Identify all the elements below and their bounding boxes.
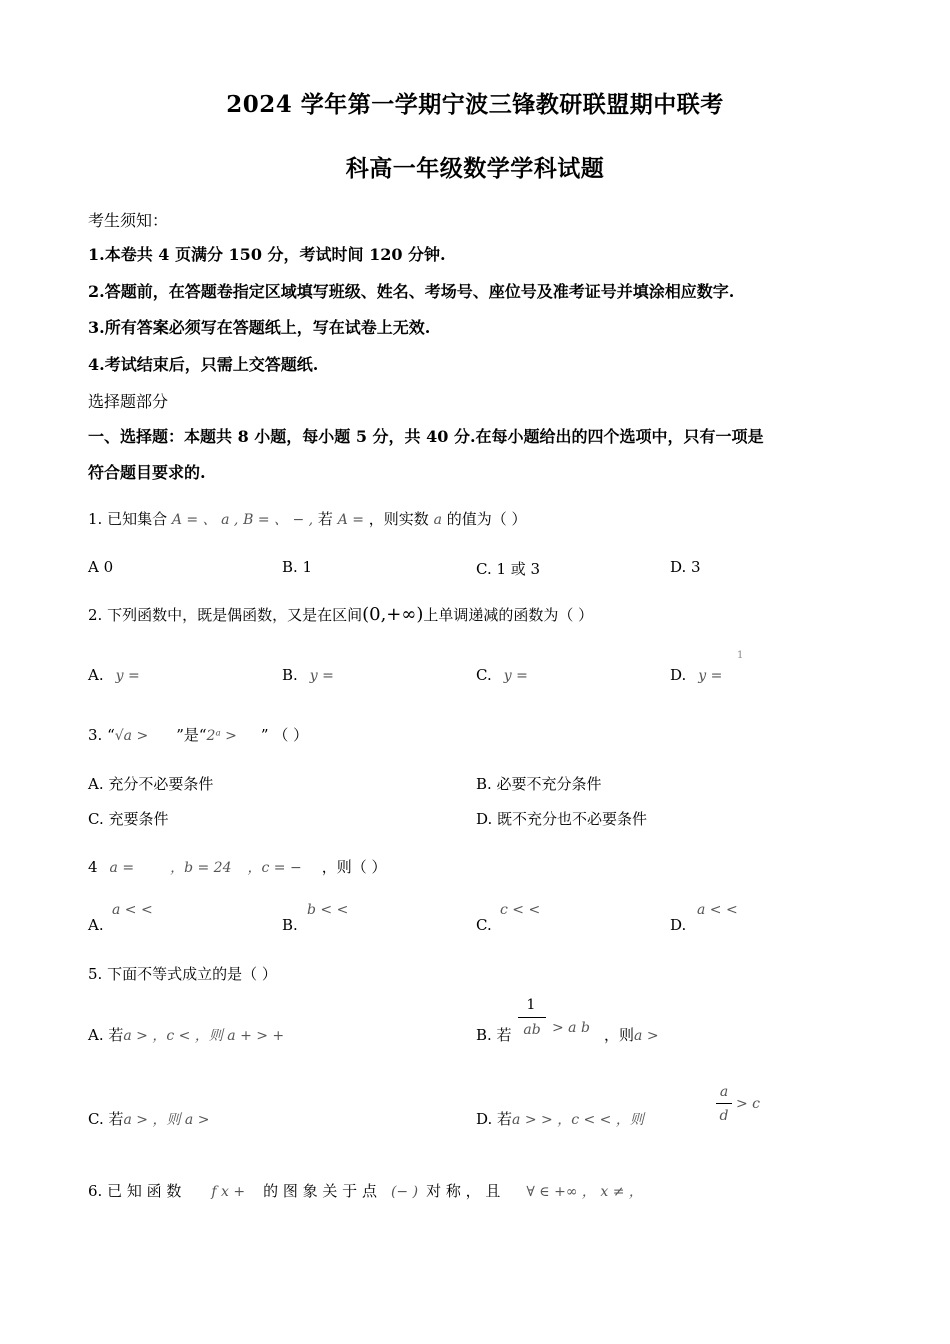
q4-text-b: ，则（ ） xyxy=(321,858,387,876)
q4-math-a: a = xyxy=(109,860,135,876)
q5-option-d-frac-num: a xyxy=(719,1084,729,1100)
q5-option-b-frac-num: 1 xyxy=(526,997,536,1013)
q2-option-b-math: y = xyxy=(309,668,334,684)
q4-text-a: 4 xyxy=(88,858,98,876)
q1-text-a: 1. 已知集合 xyxy=(88,510,168,528)
question-2-stem xyxy=(88,604,593,625)
question-1-stem xyxy=(88,508,526,529)
q2-text-a: 2. 下列函数中，既是偶函数，又是在区间 xyxy=(88,606,363,624)
q4-option-c-label: C. xyxy=(476,916,492,934)
q3-text-c: ” （ ） xyxy=(260,726,309,744)
exam-title: 2024 学年第一学期宁波三锋教研联盟期中联考 xyxy=(226,91,724,118)
q1-text-c: ，则实数 xyxy=(368,510,429,528)
q4-option-c-math: c < < xyxy=(500,902,541,918)
q6-text-b: 的 图 象 关 于 点 xyxy=(263,1182,377,1200)
q2-option-b-label: B. xyxy=(282,666,298,684)
q3-math-b: 2ᵃ > xyxy=(206,728,237,744)
q4-option-a-math: a < < xyxy=(112,902,153,918)
exam-subtitle: 科高一年级数学学科试题 xyxy=(345,155,605,182)
q5-option-b-tail-math: a > xyxy=(634,1028,659,1044)
q5-option-c-label: C. 若 xyxy=(88,1110,124,1128)
q4-math-b: ，b = 24 xyxy=(170,860,232,876)
q5-option-b-label: B. 若 xyxy=(476,1026,512,1044)
notice-heading: 考生须知： xyxy=(88,211,169,230)
q4-option-b-math: b < < xyxy=(307,902,349,918)
q3-text-a: 3. “ xyxy=(88,726,115,744)
q5-option-b-tail xyxy=(604,1024,659,1045)
q4-option-a-label: A. xyxy=(88,916,104,934)
q5-option-d-frac-den: d xyxy=(719,1108,729,1124)
section-instruction-1: 一、选择题：本题共 8 小题，每小题 5 分，共 40 分.在每小题给出的四个选项中，只有一项是 xyxy=(88,427,764,446)
q3-text-b: ”是“ xyxy=(176,726,207,744)
q5-option-d-math: a > > ，c < < ，则 xyxy=(512,1112,644,1128)
q1-option-a: A 0 xyxy=(88,558,114,576)
q6-math-c: ∀ ∈ +∞ ， x ≠ ， xyxy=(526,1184,643,1200)
q1-math-c: A = xyxy=(337,512,364,528)
q1-text-b: 若 xyxy=(317,510,333,528)
q5-option-a-math: a > ，c < ，则 a + > + xyxy=(123,1028,285,1044)
q5-option-b-frac-den: ab xyxy=(523,1022,541,1038)
q4-option-d-label: D. xyxy=(670,916,687,934)
q1-option-b: B. 1 xyxy=(282,558,313,576)
q5-option-d-label: D. 若 xyxy=(476,1110,513,1128)
q1-math-a: A = 、 a , xyxy=(171,512,239,528)
q5-option-c xyxy=(88,1108,209,1129)
notice-item-3: 3.所有答案必须写在答题纸上，写在试卷上无效. xyxy=(88,318,431,337)
q5-option-b-frac-bar xyxy=(518,1017,546,1018)
q5-option-c-math: a > ，则 a > xyxy=(123,1112,210,1128)
q3-option-c: C. 充要条件 xyxy=(88,810,169,828)
q6-text-a: 6. 已 知 函 数 xyxy=(88,1182,182,1200)
question-6-stem xyxy=(88,1180,643,1201)
notice-item-2: 2.答题前，在答题卷指定区域填写班级、姓名、考场号、座位号及准考证号并填涂相应数字. xyxy=(88,282,735,301)
q3-option-d: D. 既不充分也不必要条件 xyxy=(476,810,648,828)
q2-text-b: 上单调递减的函数为（ ） xyxy=(423,606,594,624)
q3-math-a: √a > xyxy=(114,728,149,744)
q2-option-b xyxy=(282,666,334,684)
q2-option-d-label: D. xyxy=(670,666,687,684)
q2-option-d-math: y = xyxy=(698,668,723,684)
q2-option-c-math: y = xyxy=(503,668,528,684)
q5-option-a xyxy=(88,1024,284,1045)
q5-option-d-frac-bar xyxy=(716,1103,732,1104)
q2-option-c-label: C. xyxy=(476,666,492,684)
q3-option-b: B. 必要不充分条件 xyxy=(476,775,602,793)
q2-option-a-math: y = xyxy=(115,668,140,684)
q1-option-d: D. 3 xyxy=(670,558,701,576)
question-5-stem: 5. 下面不等式成立的是（ ） xyxy=(88,965,277,983)
q2-option-a-label: A. xyxy=(88,666,104,684)
q4-option-b-label: B. xyxy=(282,916,298,934)
q5-option-a-label: A. 若 xyxy=(88,1026,124,1044)
q2-option-d-superscript: 1 xyxy=(737,650,744,661)
q2-option-d xyxy=(670,666,722,684)
q2-interval: (0,+∞) xyxy=(362,604,424,625)
q1-math-b: B = 、 − , xyxy=(243,512,314,528)
notice-item-1: 1.本卷共 4 页满分 150 分，考试时间 120 分钟. xyxy=(88,245,446,264)
q5-option-d-tail: > c xyxy=(736,1096,761,1112)
q1-text-d: 的值为（ ） xyxy=(446,510,527,528)
question-3-stem xyxy=(88,724,308,745)
section-part-label: 选择题部分 xyxy=(88,392,169,411)
notice-item-4: 4.考试结束后，只需上交答题纸. xyxy=(88,355,319,374)
q6-math-b: (− ) xyxy=(390,1184,419,1200)
q4-math-c: ，c = − xyxy=(247,860,302,876)
q4-option-d-math: a < < xyxy=(697,902,738,918)
q2-option-c xyxy=(476,666,528,684)
q3-option-a: A. 充分不必要条件 xyxy=(88,775,214,793)
q5-option-b-math: > a b xyxy=(552,1020,590,1036)
q6-math-a: f x + xyxy=(211,1184,246,1200)
section-instruction-2: 符合题目要求的. xyxy=(88,463,206,482)
q2-option-a xyxy=(88,666,140,684)
q6-text-c: 对 称 ， 且 xyxy=(426,1182,501,1200)
q1-math-d: a xyxy=(433,512,442,528)
q5-option-d xyxy=(476,1108,644,1129)
question-4-stem xyxy=(88,856,386,877)
q5-option-b-tail-text: ，则 xyxy=(604,1026,635,1044)
q1-option-c: C. 1 或 3 xyxy=(476,560,541,578)
